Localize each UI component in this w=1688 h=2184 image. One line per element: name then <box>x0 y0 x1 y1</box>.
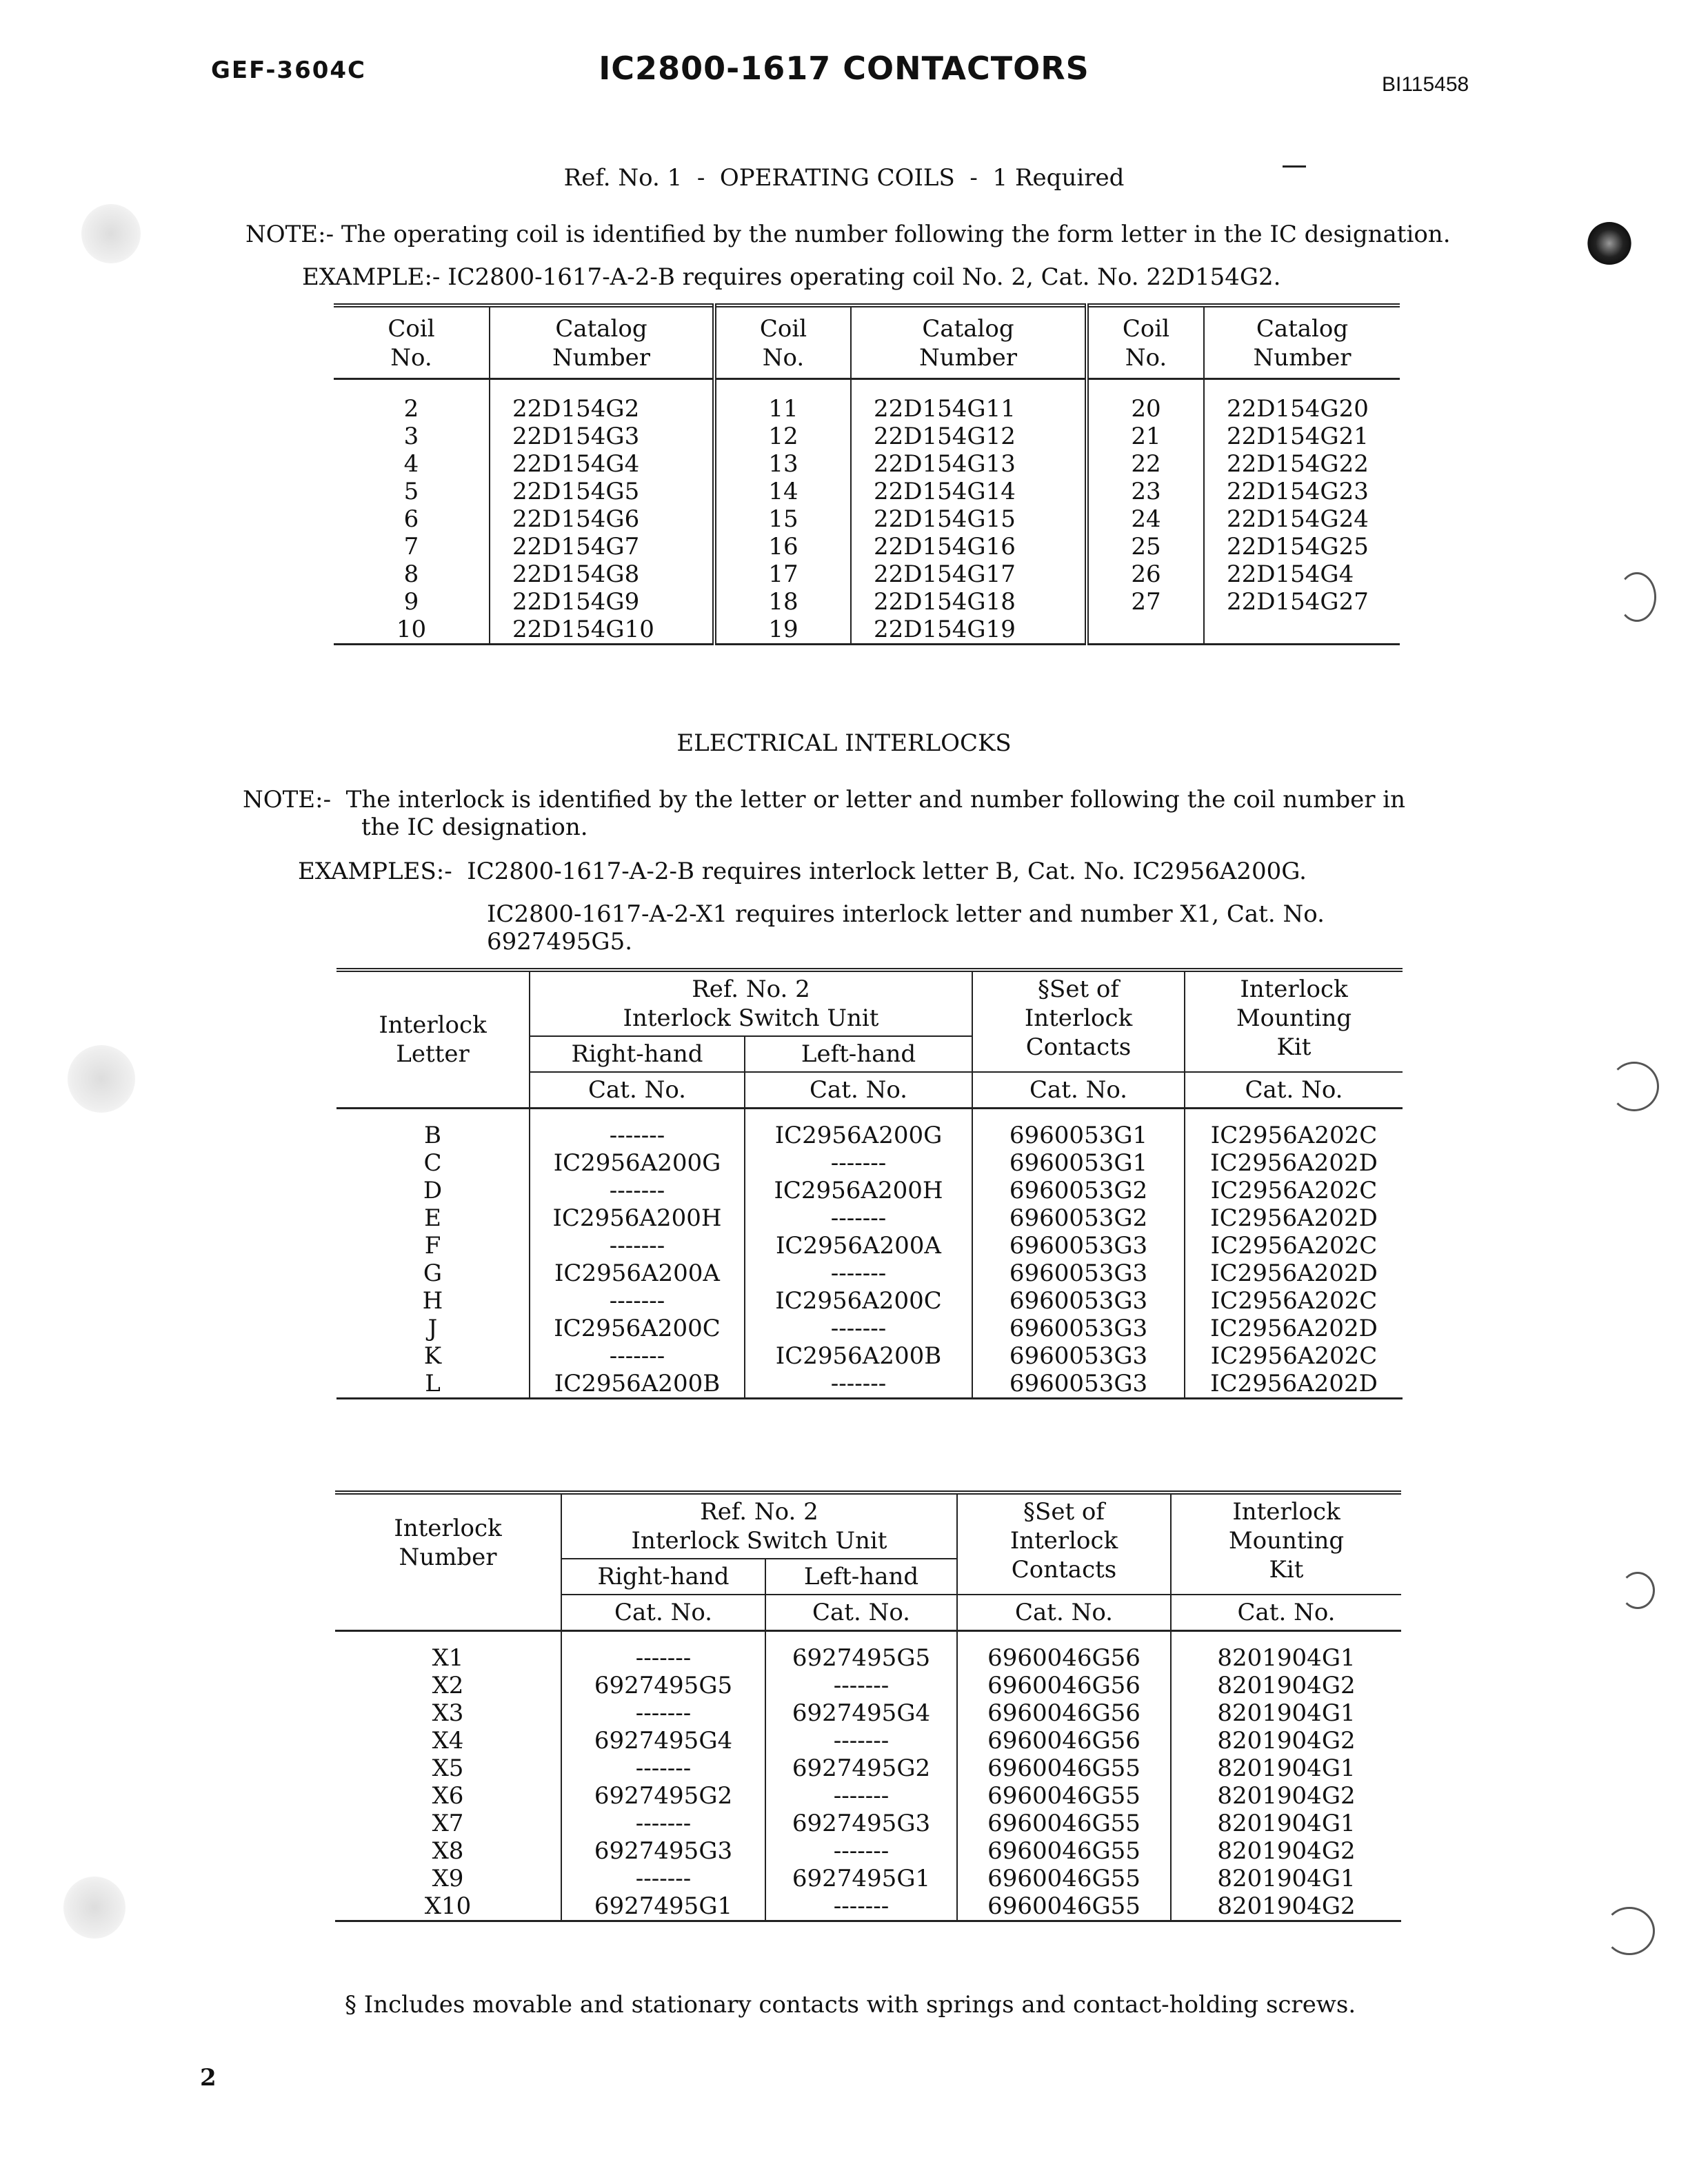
doc-id: GEF-3604C <box>211 57 367 84</box>
mounting-kit-cat-no: 8201904G1 <box>1171 1699 1401 1727</box>
coil-no <box>1087 616 1204 645</box>
catalog-number: 22D154G13 <box>851 450 1087 478</box>
interlocks-heading: ELECTRICAL INTERLOCKS <box>676 729 1012 757</box>
catalog-number: 22D154G5 <box>490 478 714 505</box>
cat-no-label: Cat. No. <box>530 1072 745 1109</box>
interlock-id: K <box>423 1342 442 1370</box>
table-row <box>336 1177 1403 1204</box>
table-row <box>335 1810 1401 1837</box>
interlock-id: F <box>424 1232 441 1260</box>
right-hand-cat-no: ------- <box>561 1699 765 1727</box>
contacts-cat-no: 6960046G55 <box>957 1892 1171 1921</box>
coil-no: 7 <box>334 533 490 560</box>
left-hand-cat-no: IC2956A200A <box>745 1232 972 1260</box>
table-row <box>336 1370 1403 1399</box>
table-row <box>335 1865 1401 1892</box>
left-hand-cat-no: IC2956A200B <box>745 1342 972 1370</box>
coil-no: 12 <box>714 423 851 450</box>
interlock-id: D <box>423 1177 443 1204</box>
interlock-id: X3 <box>432 1699 464 1727</box>
catalog-number: 22D154G16 <box>851 533 1087 560</box>
left-hand-cat-no: 6927495G4 <box>765 1699 957 1727</box>
coil-no: 15 <box>714 505 851 533</box>
mounting-kit-cat-no: IC2956A202D <box>1185 1315 1403 1342</box>
left-hand-cat-no: ------- <box>765 1837 957 1865</box>
table-row <box>334 616 1400 645</box>
contacts-cat-no: 6960046G55 <box>957 1837 1171 1865</box>
cat-no-label: Cat. No. <box>561 1595 765 1631</box>
contacts-cat-no: 6960046G56 <box>957 1631 1171 1672</box>
contacts-cat-no: 6960053G3 <box>972 1232 1185 1260</box>
catalog-number: 22D154G2 <box>490 379 714 423</box>
table-row <box>335 1699 1401 1727</box>
binding-hole-mark <box>1620 1572 1655 1609</box>
col-interlock-letter: Interlock Letter <box>336 970 530 1109</box>
contacts-cat-no: 6960046G55 <box>957 1755 1171 1782</box>
coils-note: NOTE:- The operating coil is identified by the number following the form letter in the IC designation. <box>245 221 1451 248</box>
interlocks-note: NOTE:- The interlock is identified by the letter or letter and number following the coil number in <box>243 786 1406 813</box>
col-group-switch-unit: Ref. No. 2 Interlock Switch Unit <box>530 970 972 1036</box>
catalog-number: 22D154G17 <box>851 560 1087 588</box>
mounting-kit-cat-no: 8201904G2 <box>1171 1672 1401 1699</box>
interlock-id: L <box>425 1370 441 1397</box>
punch-hole-mark <box>63 1877 125 1939</box>
mounting-kit-cat-no: IC2956A202D <box>1185 1260 1403 1287</box>
table-row <box>336 1204 1403 1232</box>
contacts-cat-no: 6960053G1 <box>972 1109 1185 1150</box>
col-set-of-contacts: §Set of Interlock Contacts <box>957 1493 1171 1595</box>
interlock-id: X5 <box>432 1755 464 1782</box>
cat-no-label: Cat. No. <box>1171 1595 1401 1631</box>
coil-no: 27 <box>1087 588 1204 616</box>
mounting-kit-cat-no: IC2956A202D <box>1185 1149 1403 1177</box>
table-row <box>335 1755 1401 1782</box>
table-row <box>335 1672 1401 1699</box>
coil-no: 26 <box>1087 560 1204 588</box>
catalog-number: 22D154G27 <box>1227 588 1369 616</box>
table-row <box>335 1837 1401 1865</box>
contacts-cat-no: 6960053G3 <box>972 1370 1185 1399</box>
coil-no: 16 <box>714 533 851 560</box>
interlock-id: X10 <box>424 1892 472 1920</box>
right-hand-cat-no: ------- <box>530 1177 745 1204</box>
catalog-number: 22D154G14 <box>851 478 1087 505</box>
table-row <box>336 1232 1403 1260</box>
coils-heading: Ref. No. 1 - OPERATING COILS - 1 Required <box>563 164 1125 192</box>
right-hand-cat-no: ------- <box>561 1755 765 1782</box>
catalog-number: 22D154G20 <box>1227 395 1369 423</box>
mounting-kit-cat-no: IC2956A202D <box>1185 1370 1403 1399</box>
left-hand-cat-no: IC2956A200H <box>745 1177 972 1204</box>
col-coil-no: Coil No. <box>1087 305 1204 379</box>
catalog-number: 22D154G23 <box>1227 478 1369 505</box>
table-row <box>335 1782 1401 1810</box>
footnote: § Includes movable and stationary contacts with springs and contact-holding screws. <box>345 1991 1356 2019</box>
catalog-number: 22D154G22 <box>1227 450 1369 478</box>
right-hand-cat-no: IC2956A200C <box>530 1315 745 1342</box>
catalog-number: 22D154G19 <box>851 616 1087 645</box>
cat-no-label: Cat. No. <box>745 1072 972 1109</box>
coil-no: 4 <box>334 450 490 478</box>
coils-example: EXAMPLE:- IC2800-1617-A-2-B requires operating coil No. 2, Cat. No. 22D154G2. <box>302 263 1281 291</box>
contacts-cat-no: 6960053G3 <box>972 1260 1185 1287</box>
right-hand-cat-no: 6927495G2 <box>561 1782 765 1810</box>
contacts-cat-no: 6960053G3 <box>972 1315 1185 1342</box>
contacts-cat-no: 6960046G55 <box>957 1782 1171 1810</box>
right-hand-cat-no: IC2956A200H <box>530 1204 745 1232</box>
interlocks-note-cont: the IC designation. <box>361 813 588 841</box>
table-row <box>334 450 1400 478</box>
coil-no: 10 <box>334 616 490 645</box>
catalog-number: 22D154G4 <box>1227 560 1354 588</box>
coil-no: 23 <box>1087 478 1204 505</box>
right-hand-cat-no: ------- <box>530 1342 745 1370</box>
coil-no: 8 <box>334 560 490 588</box>
table-row <box>334 478 1400 505</box>
right-hand-cat-no: ------- <box>530 1109 745 1150</box>
interlock-number-body <box>335 1631 1401 1921</box>
interlock-id: X6 <box>432 1782 464 1810</box>
table-row <box>334 533 1400 560</box>
catalog-number: 22D154G11 <box>851 379 1087 423</box>
table-row <box>335 1631 1401 1672</box>
coil-no: 13 <box>714 450 851 478</box>
contacts-cat-no: 6960053G1 <box>972 1149 1185 1177</box>
right-hand-cat-no: ------- <box>561 1865 765 1892</box>
interlock-letter-body <box>336 1109 1403 1399</box>
catalog-number: 22D154G4 <box>490 450 714 478</box>
operating-coils-table <box>334 303 1400 645</box>
interlock-id: X9 <box>432 1865 464 1892</box>
catalog-number: 22D154G6 <box>490 505 714 533</box>
right-hand-cat-no: IC2956A200G <box>530 1149 745 1177</box>
table-row <box>335 1892 1401 1921</box>
coil-no: 17 <box>714 560 851 588</box>
interlocks-example-2: IC2800-1617-A-2-X1 requires interlock letter and number X1, Cat. No. <box>487 900 1325 928</box>
col-catalog-number: Catalog Number <box>490 305 714 379</box>
right-hand-cat-no: 6927495G1 <box>561 1892 765 1921</box>
doc-code: BI115458 <box>1382 73 1469 96</box>
mounting-kit-cat-no: 8201904G1 <box>1171 1810 1401 1837</box>
mounting-kit-cat-no: IC2956A202C <box>1185 1109 1403 1150</box>
col-right-hand: Right-hand <box>530 1036 745 1072</box>
col-mounting-kit: Interlock Mounting Kit <box>1185 970 1403 1072</box>
catalog-number: 22D154G12 <box>851 423 1087 450</box>
interlock-id: H <box>422 1287 443 1315</box>
catalog-number: 22D154G25 <box>1227 533 1369 560</box>
table-row <box>336 1260 1403 1287</box>
catalog-number: 22D154G18 <box>851 588 1087 616</box>
left-hand-cat-no: ------- <box>745 1315 972 1342</box>
interlock-id: X1 <box>432 1644 464 1672</box>
coil-no: 18 <box>714 588 851 616</box>
punch-hole-mark <box>68 1045 135 1113</box>
left-hand-cat-no: IC2956A200C <box>745 1287 972 1315</box>
table-row <box>335 1727 1401 1755</box>
left-hand-cat-no: ------- <box>745 1370 972 1399</box>
left-hand-cat-no: ------- <box>745 1204 972 1232</box>
right-hand-cat-no: 6927495G3 <box>561 1837 765 1865</box>
left-hand-cat-no: 6927495G3 <box>765 1810 957 1837</box>
contacts-cat-no: 6960053G2 <box>972 1177 1185 1204</box>
catalog-number <box>1204 616 1400 645</box>
catalog-number: 22D154G3 <box>490 423 714 450</box>
cat-no-label: Cat. No. <box>1185 1072 1403 1109</box>
coil-no: 5 <box>334 478 490 505</box>
interlocks-example-2-cont: 6927495G5. <box>487 928 633 956</box>
interlock-id: E <box>424 1204 441 1232</box>
contacts-cat-no: 6960046G56 <box>957 1727 1171 1755</box>
mounting-kit-cat-no: 8201904G2 <box>1171 1892 1401 1921</box>
right-hand-cat-no: ------- <box>530 1232 745 1260</box>
catalog-number: 22D154G24 <box>1227 505 1369 533</box>
mounting-kit-cat-no: 8201904G1 <box>1171 1865 1401 1892</box>
mounting-kit-cat-no: 8201904G2 <box>1171 1837 1401 1865</box>
mounting-kit-cat-no: 8201904G1 <box>1171 1755 1401 1782</box>
table-row <box>334 379 1400 423</box>
left-hand-cat-no: ------- <box>765 1672 957 1699</box>
coils-table-body <box>334 379 1400 645</box>
contacts-cat-no: 6960053G3 <box>972 1287 1185 1315</box>
coil-no: 24 <box>1087 505 1204 533</box>
interlock-id: B <box>424 1122 441 1149</box>
left-hand-cat-no: ------- <box>765 1892 957 1921</box>
catalog-number: 22D154G15 <box>851 505 1087 533</box>
punch-hole-mark <box>81 204 141 263</box>
mounting-kit-cat-no: 8201904G2 <box>1171 1727 1401 1755</box>
mounting-kit-cat-no: IC2956A202C <box>1185 1177 1403 1204</box>
interlock-id: C <box>423 1149 442 1177</box>
col-catalog-number: Catalog Number <box>851 305 1087 379</box>
interlock-id: X7 <box>432 1810 464 1837</box>
page-number: 2 <box>200 2064 217 2092</box>
coil-no: 14 <box>714 478 851 505</box>
interlocks-example-1: EXAMPLES:- IC2800-1617-A-2-B requires interlock letter B, Cat. No. IC2956A200G. <box>298 858 1307 885</box>
cat-no-label: Cat. No. <box>765 1595 957 1631</box>
col-set-of-contacts: §Set of Interlock Contacts <box>972 970 1185 1072</box>
interlock-id: G <box>423 1260 443 1287</box>
coil-no: 3 <box>334 423 490 450</box>
coil-no: 22 <box>1087 450 1204 478</box>
interlock-id: X8 <box>432 1837 464 1865</box>
left-hand-cat-no: ------- <box>765 1782 957 1810</box>
interlock-id: X2 <box>432 1672 464 1699</box>
col-right-hand: Right-hand <box>561 1559 765 1595</box>
left-hand-cat-no: 6927495G5 <box>765 1631 957 1672</box>
right-hand-cat-no: ------- <box>561 1631 765 1672</box>
table-row <box>336 1109 1403 1150</box>
binding-hole-mark <box>1618 572 1656 622</box>
right-hand-cat-no: 6927495G5 <box>561 1672 765 1699</box>
page-title: IC2800-1617 CONTACTORS <box>599 50 1089 87</box>
col-left-hand: Left-hand <box>745 1036 972 1072</box>
binding-hole-mark <box>1604 1907 1655 1955</box>
col-coil-no: Coil No. <box>334 305 490 379</box>
interlock-number-table <box>335 1490 1401 1922</box>
table-row <box>336 1342 1403 1370</box>
catalog-number: 22D154G7 <box>490 533 714 560</box>
mounting-kit-cat-no: 8201904G2 <box>1171 1782 1401 1810</box>
right-hand-cat-no: IC2956A200A <box>530 1260 745 1287</box>
interlock-id: X4 <box>432 1727 464 1755</box>
coil-no: 25 <box>1087 533 1204 560</box>
coil-no: 21 <box>1087 423 1204 450</box>
table-row <box>336 1149 1403 1177</box>
contacts-cat-no: 6960053G3 <box>972 1342 1185 1370</box>
catalog-number: 22D154G10 <box>490 616 714 645</box>
left-hand-cat-no: ------- <box>745 1149 972 1177</box>
right-hand-cat-no: ------- <box>530 1287 745 1315</box>
mounting-kit-cat-no: IC2956A202D <box>1185 1204 1403 1232</box>
left-hand-cat-no: ------- <box>765 1727 957 1755</box>
table-row <box>336 1287 1403 1315</box>
catalog-number: 22D154G9 <box>490 588 714 616</box>
table-row <box>334 423 1400 450</box>
left-hand-cat-no: 6927495G1 <box>765 1865 957 1892</box>
mounting-kit-cat-no: 8201904G1 <box>1171 1631 1401 1672</box>
right-hand-cat-no: IC2956A200B <box>530 1370 745 1399</box>
coil-no: 9 <box>334 588 490 616</box>
cat-no-label: Cat. No. <box>957 1595 1171 1631</box>
mounting-kit-cat-no: IC2956A202C <box>1185 1342 1403 1370</box>
catalog-number: 22D154G21 <box>1227 423 1369 450</box>
right-hand-cat-no: 6927495G4 <box>561 1727 765 1755</box>
coil-no: 19 <box>714 616 851 645</box>
table-row <box>334 505 1400 533</box>
table-row <box>334 560 1400 588</box>
left-hand-cat-no: 6927495G2 <box>765 1755 957 1782</box>
table-row <box>336 1315 1403 1342</box>
contacts-cat-no: 6960046G56 <box>957 1672 1171 1699</box>
binding-hole-mark <box>1609 1062 1659 1111</box>
binding-hole-mark <box>1587 222 1631 265</box>
interlock-id: J <box>428 1315 438 1342</box>
coil-no: 20 <box>1087 379 1204 423</box>
col-catalog-number: Catalog Number <box>1204 305 1400 379</box>
interlock-letter-table <box>336 968 1403 1399</box>
col-mounting-kit: Interlock Mounting Kit <box>1171 1493 1401 1595</box>
coil-no: 11 <box>714 379 851 423</box>
catalog-number: 22D154G8 <box>490 560 714 588</box>
col-coil-no: Coil No. <box>714 305 851 379</box>
left-hand-cat-no: IC2956A200G <box>745 1109 972 1150</box>
col-interlock-number: Interlock Number <box>335 1493 561 1631</box>
cat-no-label: Cat. No. <box>972 1072 1185 1109</box>
mounting-kit-cat-no: IC2956A202C <box>1185 1287 1403 1315</box>
left-hand-cat-no: ------- <box>745 1260 972 1287</box>
contacts-cat-no: 6960046G55 <box>957 1810 1171 1837</box>
table-row <box>334 588 1400 616</box>
contacts-cat-no: 6960053G2 <box>972 1204 1185 1232</box>
contacts-cat-no: 6960046G55 <box>957 1865 1171 1892</box>
coil-no: 6 <box>334 505 490 533</box>
coil-no: 2 <box>334 379 490 423</box>
col-left-hand: Left-hand <box>765 1559 957 1595</box>
contacts-cat-no: 6960046G56 <box>957 1699 1171 1727</box>
mounting-kit-cat-no: IC2956A202C <box>1185 1232 1403 1260</box>
col-group-switch-unit: Ref. No. 2 Interlock Switch Unit <box>561 1493 957 1559</box>
right-hand-cat-no: ------- <box>561 1810 765 1837</box>
